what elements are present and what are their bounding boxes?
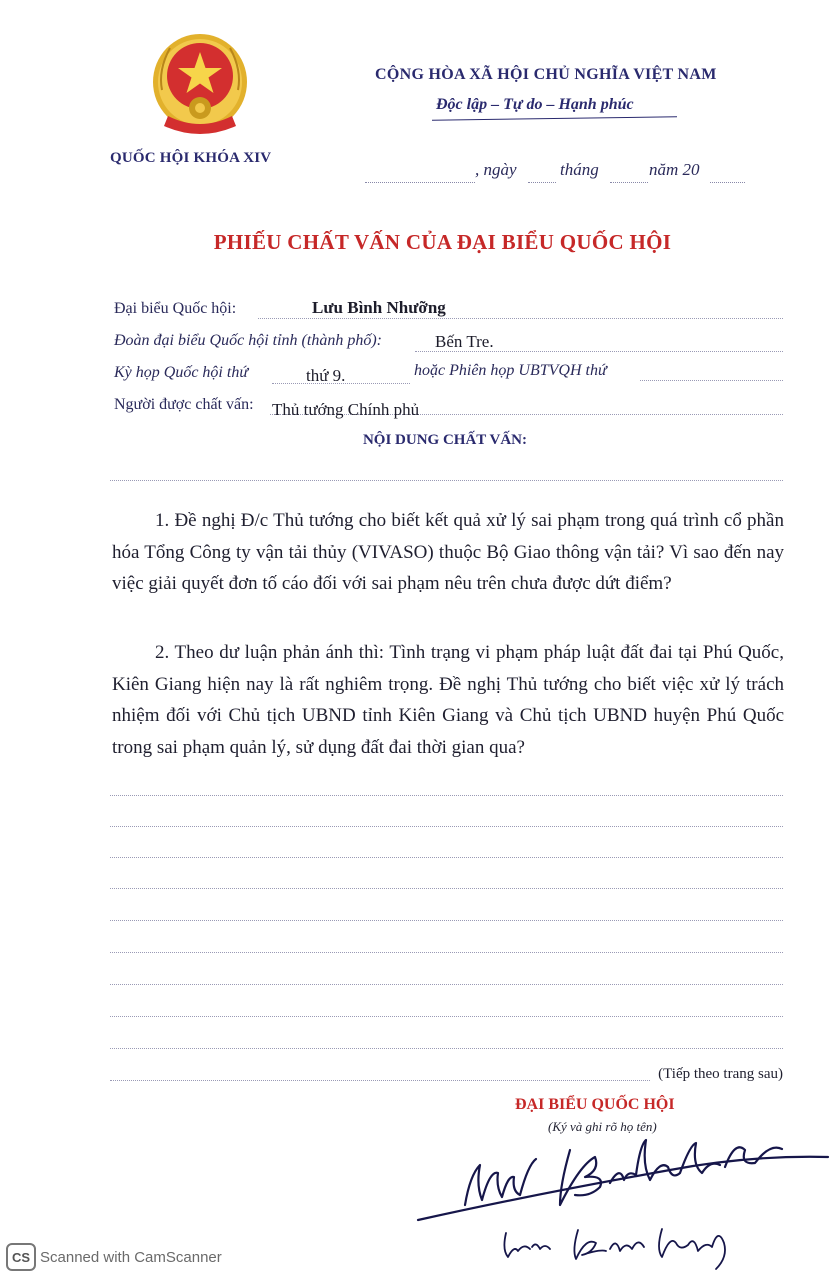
- day-label: , ngày: [475, 160, 517, 179]
- ruled-line: [110, 888, 783, 889]
- handwritten-signature: [410, 1125, 830, 1275]
- continue-note: (Tiếp theo trang sau): [658, 1066, 783, 1082]
- delegation-value: Bến Tre.: [435, 332, 494, 351]
- camscanner-watermark: [6, 1242, 222, 1272]
- ruled-line: [110, 952, 783, 953]
- question-2: 2. Theo dư luận phản ánh thì: Tình trạng vi phạm pháp luật đất đai tại Phú Quốc, Kiên Giang hiện nay là rất nghiêm trọng. Đề nghị Thủ tướng cho biết việc xử lý trách nhiệm đối với Chủ tịch UBND tỉnh Kiên Giang và Chủ tịch UBND huyện Phú Quốc trong sai phạm quản lý, sử dụng đất đai thời gian qua?: [112, 642, 784, 758]
- delegation-label: Đoàn đại biểu Quốc hội tỉnh (thành phố):: [114, 332, 382, 349]
- question-1: 1. Đề nghị Đ/c Thủ tướng cho biết kết quả xử lý sai phạm trong quá trình cổ phần hóa Tổng Công ty vận tải thủy (VIVASO) thuộc Bộ Giao thông vận tải? Vì sao đến nay việc giải quyết đơn tố cáo đối với sai phạm nêu trên chưa được dứt điểm?: [112, 510, 784, 594]
- national-emblem-icon: [150, 30, 250, 140]
- national-motto: Độc lập – Tự do – Hạnh phúc: [436, 96, 634, 113]
- camscanner-text: Scanned with CamScanner: [40, 1248, 222, 1266]
- delegate-label: Đại biểu Quốc hội:: [114, 300, 237, 317]
- standing-dotline: [640, 380, 783, 381]
- ruled-line: [110, 857, 783, 858]
- ruled-line: [110, 1080, 650, 1081]
- form-title: PHIẾU CHẤT VẤN CỦA ĐẠI BIỂU QUỐC HỘI: [213, 230, 672, 254]
- national-title: CỘNG HÒA XÃ HỘI CHỦ NGHĨA VIỆT NAM: [375, 66, 717, 83]
- ruled-line: [110, 920, 783, 921]
- session-value: thứ 9.: [306, 366, 346, 385]
- motto-underline: [432, 116, 677, 120]
- ruled-line: [110, 826, 783, 827]
- ruled-line: [110, 795, 783, 796]
- date-line: [365, 160, 745, 186]
- ruled-line: [110, 480, 783, 481]
- ruled-line: [110, 1048, 783, 1049]
- content-heading: NỘI DUNG CHẤT VẤN:: [362, 432, 528, 448]
- session-label: Kỳ họp Quốc hội thứ: [114, 364, 249, 381]
- ruled-line: [110, 984, 783, 985]
- target-label: Người được chất vấn:: [114, 396, 254, 413]
- signature-title: ĐẠI BIỂU QUỐC HỘI: [515, 1096, 675, 1113]
- month-label: tháng: [560, 160, 599, 179]
- day-blank: [528, 182, 556, 183]
- delegate-dotline: [258, 318, 783, 319]
- organization-name: QUỐC HỘI KHÓA XIV: [110, 150, 272, 166]
- month-blank: [610, 182, 648, 183]
- standing-committee-label: hoặc Phiên họp UBTVQH thứ: [414, 362, 607, 379]
- delegate-value: Lưu Bình Nhưỡng: [312, 298, 446, 317]
- camscanner-logo-icon: CS: [6, 1243, 36, 1271]
- year-blank: [710, 182, 745, 183]
- place-blank: [365, 182, 475, 183]
- ruled-line: [110, 1016, 783, 1017]
- target-value: Thủ tướng Chính phủ: [272, 400, 420, 419]
- signature-subtitle: (Ký và ghi rõ họ tên): [548, 1119, 657, 1134]
- year-label: năm 20: [649, 160, 700, 179]
